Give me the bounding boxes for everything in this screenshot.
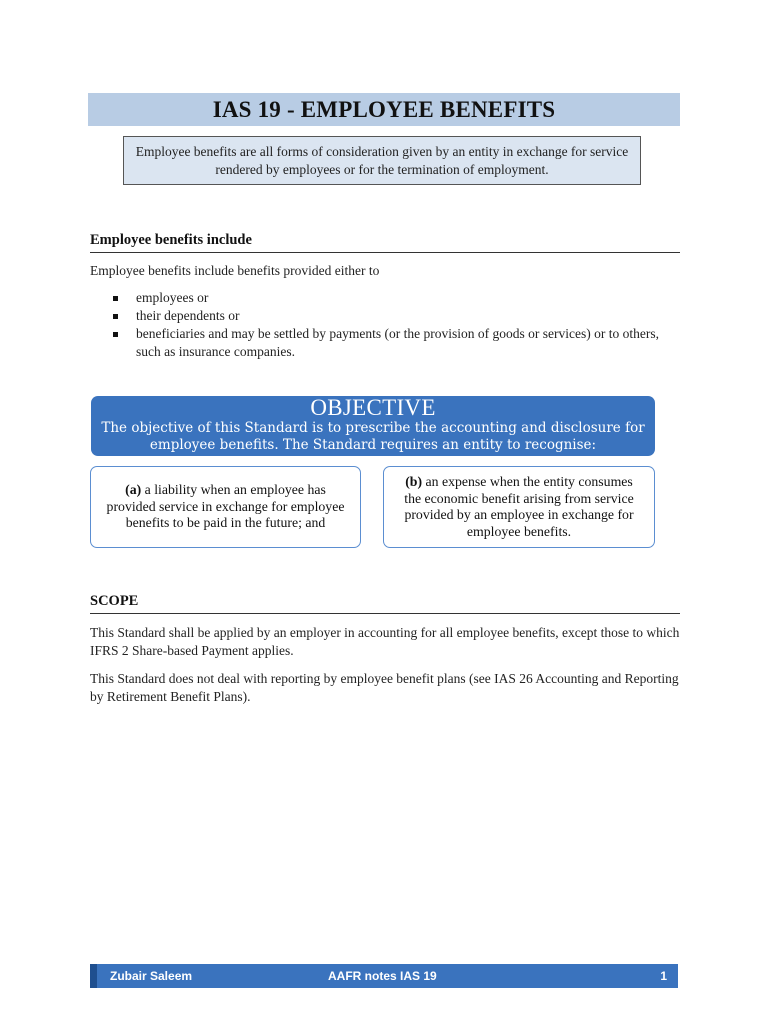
footer-document-title: AAFR notes IAS 19 bbox=[328, 969, 437, 983]
footer-divider bbox=[735, 964, 737, 988]
card-a-content bbox=[105, 482, 346, 532]
scope-paragraph-1: This Standard shall be applied by an employer in accounting for all employee benefits, except those to which IFRS 2 Share-based Payment applies. bbox=[90, 625, 680, 658]
bullet-icon bbox=[113, 332, 118, 337]
card-b-label: (b) bbox=[405, 474, 423, 489]
objective-title: OBJECTIVE bbox=[310, 395, 436, 420]
card-b-text: an expense when the entity consumes the economic benefit arising from service provided by an employee in exchange for employee benefits. bbox=[404, 474, 634, 539]
objective-card-a bbox=[90, 466, 361, 548]
page-footer bbox=[90, 964, 678, 988]
list-item bbox=[112, 307, 672, 325]
card-a-label: (a) bbox=[125, 482, 142, 498]
objective-box bbox=[91, 396, 655, 456]
bullet-icon bbox=[113, 314, 118, 319]
benefits-list bbox=[112, 289, 672, 361]
footer-accent-strip bbox=[90, 964, 97, 988]
page-title: IAS 19 - EMPLOYEE BENEFITS bbox=[212, 96, 556, 122]
benefits-heading: Employee benefits include bbox=[90, 232, 680, 253]
scope-paragraph-2: This Standard does not deal with reporting by employee benefit plans (see IAS 26 Accounting and Reporting by Retirement Benefit Plans). bbox=[90, 671, 679, 704]
card-b-content bbox=[398, 474, 640, 540]
list-item bbox=[112, 325, 672, 361]
footer-author: Zubair Saleem bbox=[110, 969, 193, 983]
bullet-icon bbox=[113, 296, 118, 301]
list-item-text: employees or bbox=[136, 290, 209, 305]
page-number: 1 bbox=[660, 969, 667, 983]
objective-text: The objective of this Standard is to prescribe the accounting and disclosure for employee benefits. The Standard requires an entity to recognise: bbox=[101, 420, 645, 453]
objective-card-b bbox=[383, 466, 655, 548]
title-bar bbox=[88, 93, 680, 126]
list-item-text: their dependents or bbox=[136, 308, 240, 323]
benefits-intro: Employee benefits include benefits provided either to bbox=[90, 263, 380, 278]
list-item-text: beneficiaries and may be settled by payments (or the provision of goods or services) or to others, such as insurance companies. bbox=[136, 326, 659, 359]
card-a-text: a liability when an employee has provided service in exchange for employee benefits to be paid in the future; and bbox=[106, 482, 345, 531]
list-item bbox=[112, 289, 672, 307]
scope-heading: SCOPE bbox=[90, 593, 680, 614]
definition-text: Employee benefits are all forms of consideration given by an entity in exchange for service rendered by employees or for the termination of employment. bbox=[135, 143, 629, 177]
definition-box bbox=[123, 136, 641, 185]
